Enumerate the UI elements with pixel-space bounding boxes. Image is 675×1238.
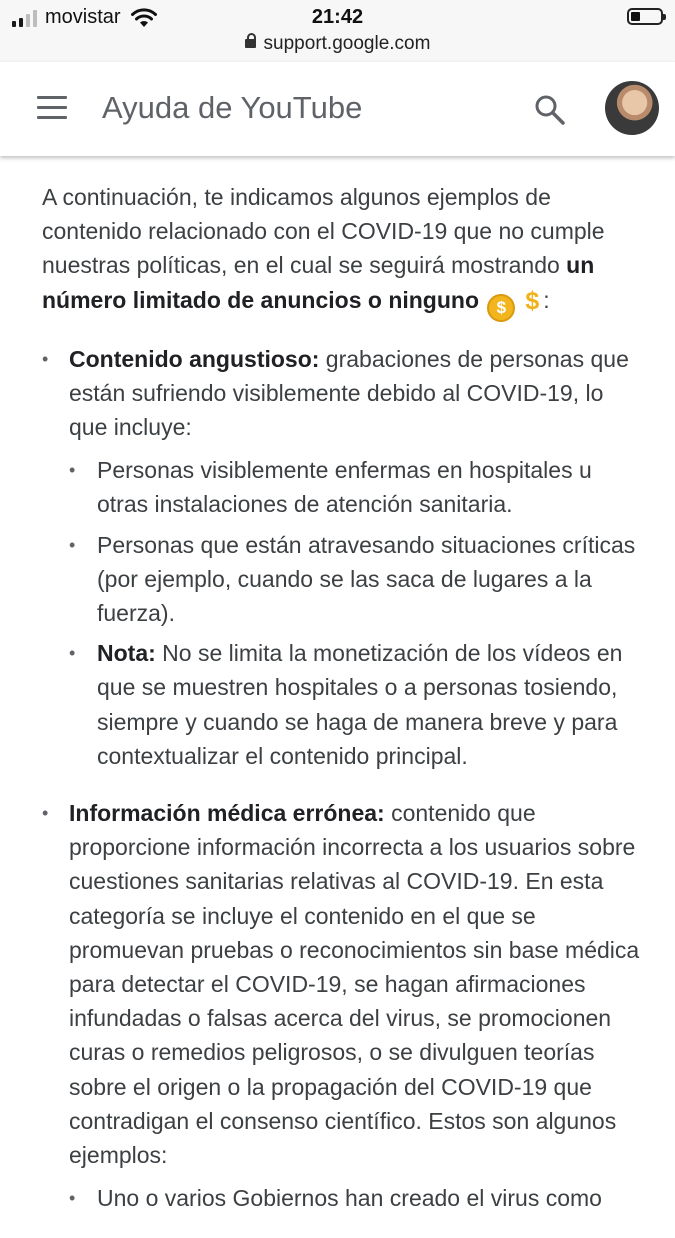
examples-list (42, 342, 642, 1216)
lock-icon (245, 39, 256, 48)
search-icon[interactable] (533, 93, 567, 127)
battery-icon (627, 8, 663, 25)
carrier-name: movistar (45, 6, 121, 28)
article-content (42, 180, 642, 1238)
dollar-icon: $ (525, 286, 540, 315)
app-title[interactable]: Ayuda de YouTube (102, 90, 363, 125)
address-bar[interactable] (0, 33, 675, 55)
list-item: • Personas visiblemente enfermas en hospitales u otras instalaciones de atención sanitaria. (69, 453, 642, 521)
app-bar (0, 62, 675, 156)
status-bar (0, 0, 675, 62)
avatar[interactable] (605, 81, 659, 135)
list-item: • Nota: No se limita la monetización de los vídeos en que se muestren hospitales o a personas tosiendo, siempre y cuando se haga de manera breve y para contextualizar el contenido principal. (69, 636, 642, 773)
list-item: • Uno o varios Gobiernos han creado el virus como (69, 1181, 642, 1215)
menu-icon[interactable] (37, 96, 67, 120)
list-item: • Información médica errónea: contenido que proporcione información incorrecta a los usuarios sobre cuestiones sanitarias relativas al COVID-19. En esta categoría se incluye el contenido en el que se promuevan pruebas o reconocimientos sin base médica para detectar el COVID-19, se hagan afirmaciones infundadas o falsas acerca del virus, se promocionen curas o remedios peligrosos, o se divulguen teorías sobre el origen o la propagación del COVID-19 que contradigan el consenso científico. Estos son algunos ejemplos: • Uno o varios Gobiernos han creado el virus como (42, 796, 642, 1215)
list-item: • Personas que están atravesando situaciones críticas (por ejemplo, cuando se las saca de lugares a la fuerza). (69, 528, 642, 631)
intro-paragraph: A continuación, te indicamos algunos ejemplos de contenido relacionado con el COVID-19 que no cumple nuestras políticas, en el cual se seguirá mostrando un número limitado de anuncios o ninguno $ $ : (42, 180, 642, 322)
clock: 21:42 (311, 6, 364, 28)
list-item: • Contenido angustioso: grabaciones de personas que están sufriendo visiblemente debido al COVID-19, lo que incluye: • Personas visiblemente enfermas en hospitales u otras instalaciones de atención sanitaria. • Personas que están atravesando situaciones críticas (por ejemplo, cuando se las saca de lugares a la fuerza). • Nota: No se limita la monetización de los vídeos en que se muestren hospitales o a personas tosiendo, siempre y cuando se haga de manera breve y para contextualizar el contenido principal. (42, 342, 642, 773)
url-text: support.google.com (263, 33, 431, 54)
sub-list (69, 453, 642, 773)
coin-icon: $ (487, 294, 515, 322)
sub-list (69, 1181, 642, 1215)
